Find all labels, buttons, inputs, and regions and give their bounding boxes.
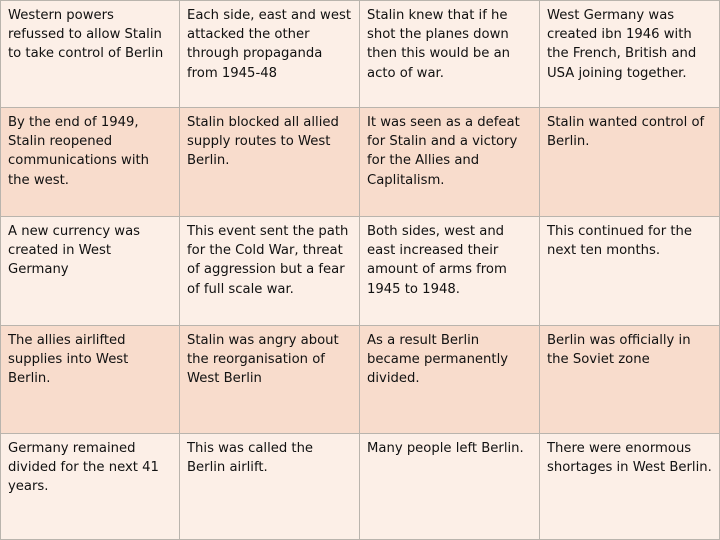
table-cell-r2-c4: Stalin wanted control of Berlin.	[540, 108, 720, 217]
table-cell-r1-c4: West Germany was created ibn 1946 with the French, British and USA joining together.	[540, 0, 720, 108]
table-cell-r1-c2: Each side, east and west attacked the other through propaganda from 1945-48	[180, 0, 360, 108]
table-cell-r2-c1: By the end of 1949, Stalin reopened communications with the west.	[0, 108, 180, 217]
table-cell-r4-c3: As a result Berlin became permanently divided.	[360, 326, 540, 434]
table-cell-r4-c4: Berlin was officially in the Soviet zone	[540, 326, 720, 434]
table-cell-r2-c3: It was seen as a defeat for Stalin and a victory for the Allies and Caplitalism.	[360, 108, 540, 217]
table-cell-r3-c1: A new currency was created in West Germany	[0, 217, 180, 326]
table-cell-r2-c2: Stalin blocked all allied supply routes to West Berlin.	[180, 108, 360, 217]
table-cell-r5-c3: Many people left Berlin.	[360, 434, 540, 540]
table-cell-r5-c1: Germany remained divided for the next 41 years.	[0, 434, 180, 540]
table-cell-r5-c2: This was called the Berlin airlift.	[180, 434, 360, 540]
table-cell-r3-c3: Both sides, west and east increased their amount of arms from 1945 to 1948.	[360, 217, 540, 326]
table-cell-r1-c3: Stalin knew that if he shot the planes down then this would be an acto of war.	[360, 0, 540, 108]
table-cell-r4-c1: The allies airlifted supplies into West Berlin.	[0, 326, 180, 434]
table-cell-r5-c4: There were enormous shortages in West Berlin.	[540, 434, 720, 540]
table-cell-r1-c1: Western powers refussed to allow Stalin to take control of Berlin	[0, 0, 180, 108]
table-cell-r4-c2: Stalin was angry about the reorganisation of West Berlin	[180, 326, 360, 434]
table-cell-r3-c4: This continued for the next ten months.	[540, 217, 720, 326]
table-cell-r3-c2: This event sent the path for the Cold War, threat of aggression but a fear of full scale war.	[180, 217, 360, 326]
